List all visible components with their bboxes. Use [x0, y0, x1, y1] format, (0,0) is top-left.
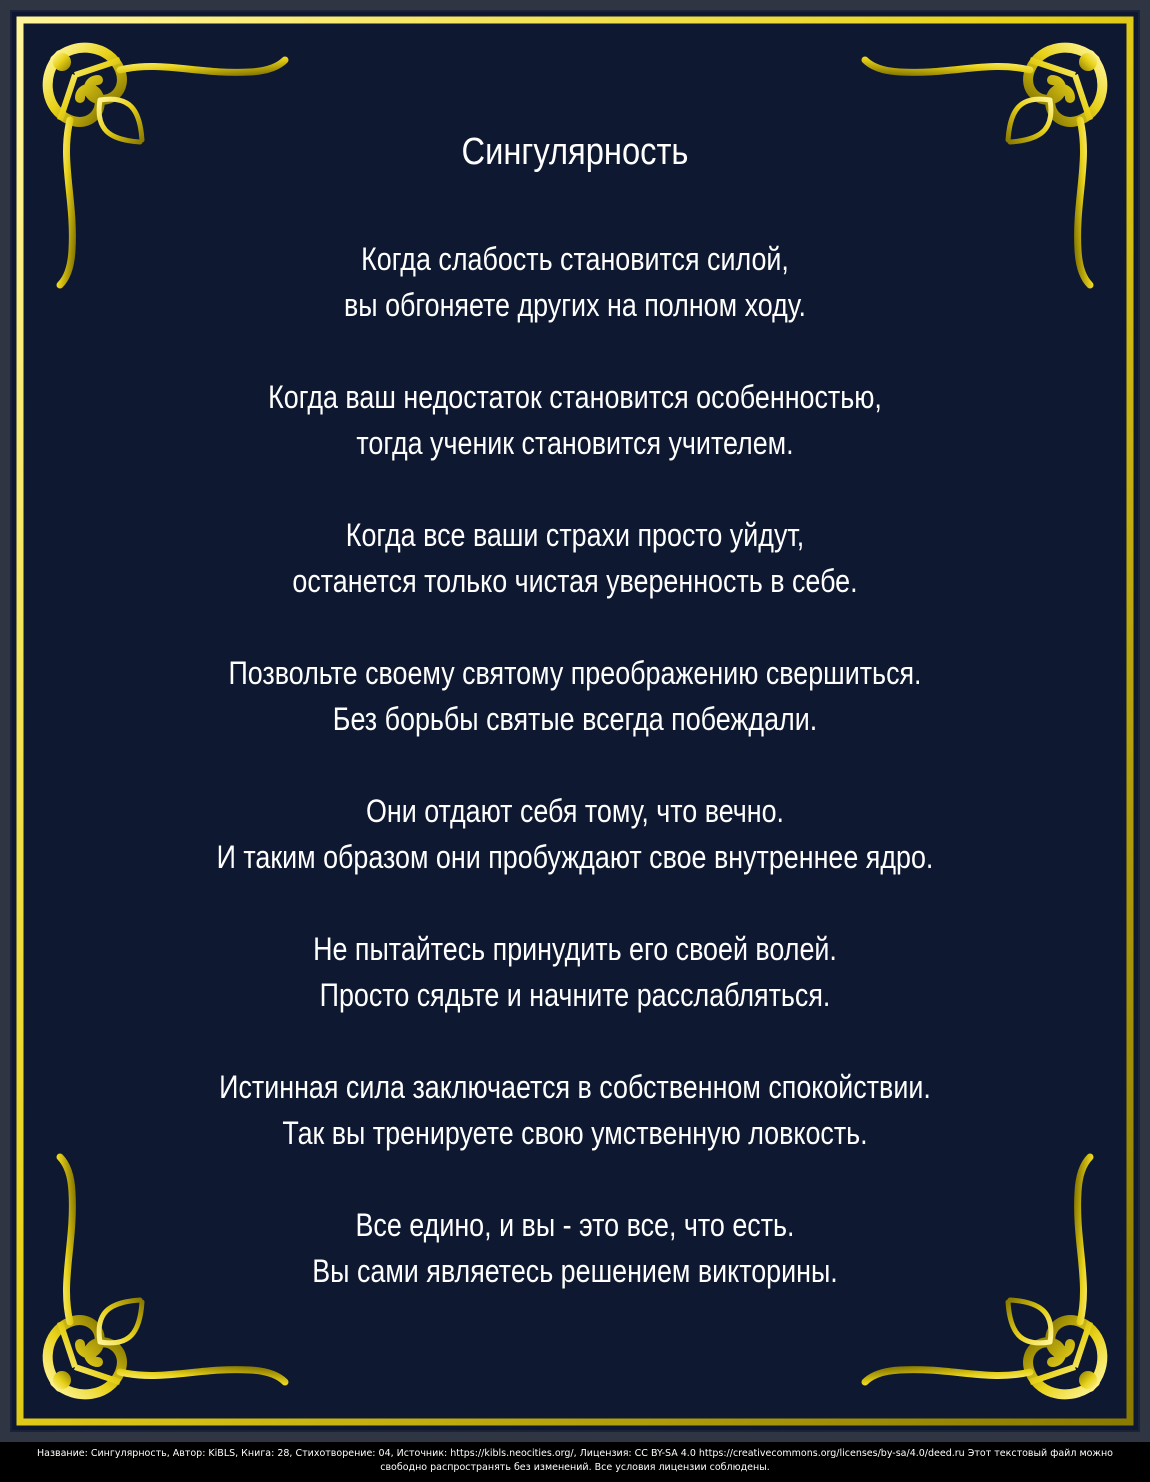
poem-line: Просто сядьте и начните расслабляться. [319, 977, 831, 1013]
stanza [100, 512, 1050, 604]
stanza [100, 1064, 1050, 1156]
poem-title: Сингулярность [461, 131, 689, 173]
poem-line: тогда ученик становится учителем. [356, 425, 794, 461]
stanza [100, 926, 1050, 1018]
poem-line: Когда ваш недостаток становится особенностью, [268, 379, 882, 415]
stanza [100, 1202, 1050, 1294]
poem-line: Не пытайтесь принудить его своей волей. [313, 931, 837, 967]
poem-line: Истинная сила заключается в собственном спокойствии. [219, 1069, 931, 1105]
poem-line: Так вы тренируете свою умственную ловкость. [282, 1115, 868, 1151]
poem-line: Когда слабость становится силой, [361, 241, 789, 277]
poem-line: Без борьбы святые всегда побеждали. [332, 701, 818, 737]
poem [100, 120, 1050, 1340]
poem-line: останется только чистая уверенность в себе. [292, 563, 858, 599]
license-footer [0, 1442, 1150, 1482]
poem-line: Вы сами являетесь решением викторины. [312, 1253, 838, 1289]
poem-line: Позвольте своему святому преображению свершиться. [228, 655, 922, 691]
poem-line: вы обгоняете других на полном ходу. [344, 287, 806, 323]
poem-line: И таким образом они пробуждают свое внутреннее ядро. [216, 839, 934, 875]
poem-line: Они отдают себя тому, что вечно. [365, 793, 785, 829]
footer-line: Название: Сингулярность, Автор: KiBLS, Книга: 28, Стихотворение: 04, Источник: https://kibls.neocities.org/, Лицензия: CC BY-SA 4.0 https://creativecommons.org/licenses/by-sa/4.0/deed.ru Этот текстовый файл можно [36, 1448, 1113, 1459]
poem-line: Все едино, и вы - это все, что есть. [355, 1207, 795, 1243]
stanza [100, 374, 1050, 466]
footer-line: свободно распространять без изменений. Все условия лицензии соблюдены. [380, 1462, 770, 1473]
stanza [100, 650, 1050, 742]
stanza [100, 236, 1050, 328]
poem-line: Когда все ваши страхи просто уйдут, [345, 517, 805, 553]
stanza [100, 788, 1050, 880]
